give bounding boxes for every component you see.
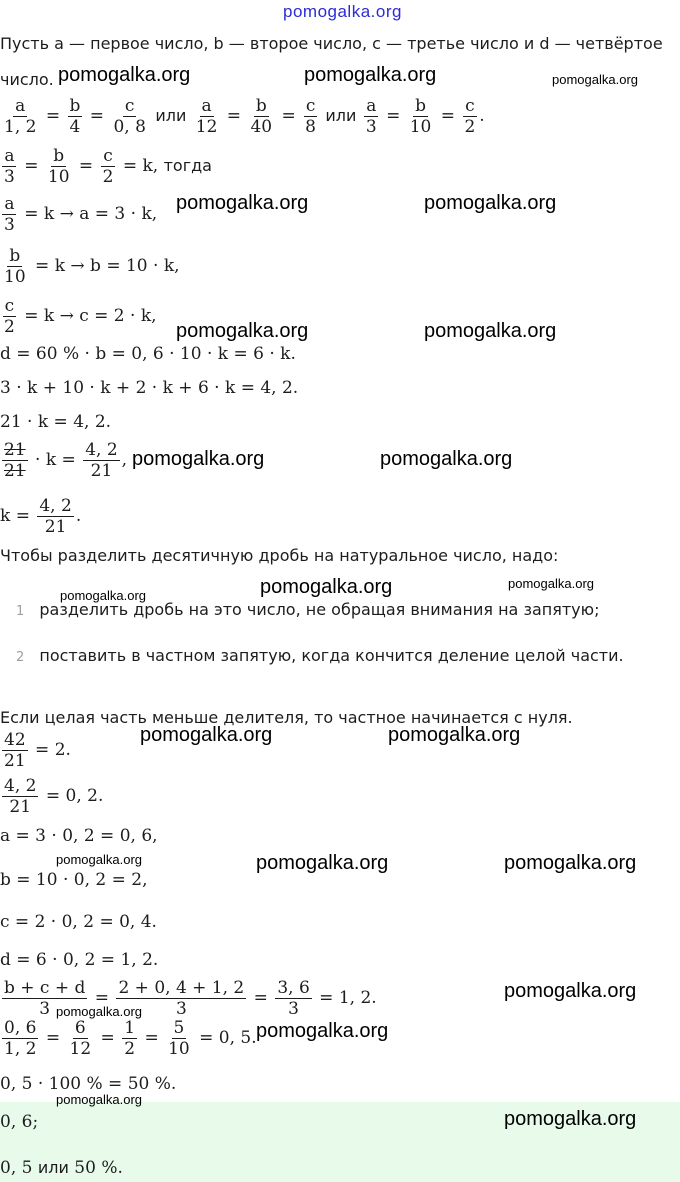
rule-note: Если целая часть меньше делителя, то частное начинается с нуля.: [0, 708, 573, 727]
watermark: pomogalka.org: [388, 724, 521, 746]
watermark: pomogalka.org: [60, 588, 146, 603]
watermark: pomogalka.org: [504, 980, 637, 1002]
calc-a: a = 3 · 0, 2 = 0, 6,: [0, 826, 158, 846]
watermark: pomogalka.org: [304, 64, 437, 86]
watermark: pomogalka.org: [424, 320, 557, 342]
calc-percent: 0, 5 · 100 % = 50 %.: [0, 1074, 177, 1094]
simplified-equation: 21 · k = 4, 2.: [0, 412, 112, 432]
watermark: pomogalka.org: [140, 724, 273, 746]
intro-line-1: Пусть a — первое число, b — второе число, c — третье число и d — четвёртое: [0, 34, 663, 53]
watermark: pomogalka.org: [56, 1092, 142, 1107]
watermark: pomogalka.org: [260, 576, 393, 598]
intro-line-2: число.: [0, 70, 54, 89]
watermark: pomogalka.org: [56, 852, 142, 867]
equation-b: $\frac{b}{10}$ = k → b = 10 · k,: [4, 246, 180, 287]
answer-line-1: 0, 6;: [0, 1112, 39, 1132]
equation-c: $\frac{c}{2}$ = k → c = 2 · k,: [4, 296, 157, 337]
watermark: pomogalka.org: [504, 852, 637, 874]
rule-title: Чтобы разделить десятичную дробь на натуральное число, надо:: [0, 546, 559, 565]
watermark: pomogalka.org: [380, 448, 513, 470]
watermark: pomogalka.org: [508, 576, 594, 591]
watermark: pomogalka.org: [132, 448, 265, 470]
proportion-equation: $\frac{a}{1, 2}$ = $\frac{b}{4}$ = $\frac{c}{0, 8}$ или $\frac{a}{12}$ = $\frac{b}{40}$ = $\frac{c}{8}$ или $\frac{a}{3}$ = $\frac{b}{10}$ = $\frac{c}{2}$ .: [4, 96, 485, 137]
watermark: pomogalka.org: [176, 192, 309, 214]
calc-b: b = 10 · 0, 2 = 2,: [0, 870, 148, 890]
rule-item: 1 разделить дробь на это число, не обращая внимания на запятую;: [16, 600, 600, 619]
calc-d: d = 6 · 0, 2 = 1, 2.: [0, 950, 159, 970]
answer-line-2: 0, 5 или 50 %.: [0, 1158, 123, 1178]
watermark: pomogalka.org: [552, 72, 638, 87]
watermark: pomogalka.org: [256, 852, 389, 874]
watermark: pomogalka.org: [176, 320, 309, 342]
watermark: pomogalka.org: [256, 1020, 389, 1042]
ratio-k-equation: $\frac{a}{3}$ = $\frac{b}{10}$ = $\frac{c}{2}$ = k, тогда: [4, 146, 212, 187]
sum-equation: 3 · k + 10 · k + 2 · k + 6 · k = 4, 2.: [0, 378, 299, 398]
calc-ratio: $\frac{0, 6}{1, 2}$ = $\frac{6}{12}$ = $\frac{1}{2}$ = $\frac{5}{10}$ = 0, 5.: [4, 1018, 257, 1059]
equation-d: d = 60 % · b = 0, 6 · 10 · k = 6 · k.: [0, 344, 296, 364]
divide-equation: $\frac{21}{21}$ · k = $\frac{4, 2}{21}$ ,: [4, 440, 128, 481]
calc-c: c = 2 · 0, 2 = 0, 4.: [0, 912, 157, 932]
watermark: pomogalka.org: [424, 192, 557, 214]
equation-a: $\frac{a}{3}$ = k → a = 3 · k,: [4, 194, 158, 235]
watermark-top: pomogalka.org: [283, 2, 402, 21]
watermark: pomogalka.org: [56, 1004, 142, 1019]
calc-quotient-1: $\frac{42}{21}$ = 2.: [4, 730, 71, 771]
watermark: pomogalka.org: [58, 64, 191, 86]
k-value-equation: k = $\frac{4, 2}{21}$ .: [0, 496, 82, 537]
rule-item: 2 поставить в частном запятую, когда кончится деление целой части.: [16, 646, 624, 665]
calc-average: $\frac{b + c + d}{3}$ = $\frac{2 + 0, 4 + 1, 2}{3}$ = $\frac{3, 6}{3}$ = 1, 2.: [4, 978, 377, 1019]
watermark: pomogalka.org: [504, 1108, 637, 1130]
calc-quotient-2: $\frac{4, 2}{21}$ = 0, 2.: [4, 776, 104, 817]
